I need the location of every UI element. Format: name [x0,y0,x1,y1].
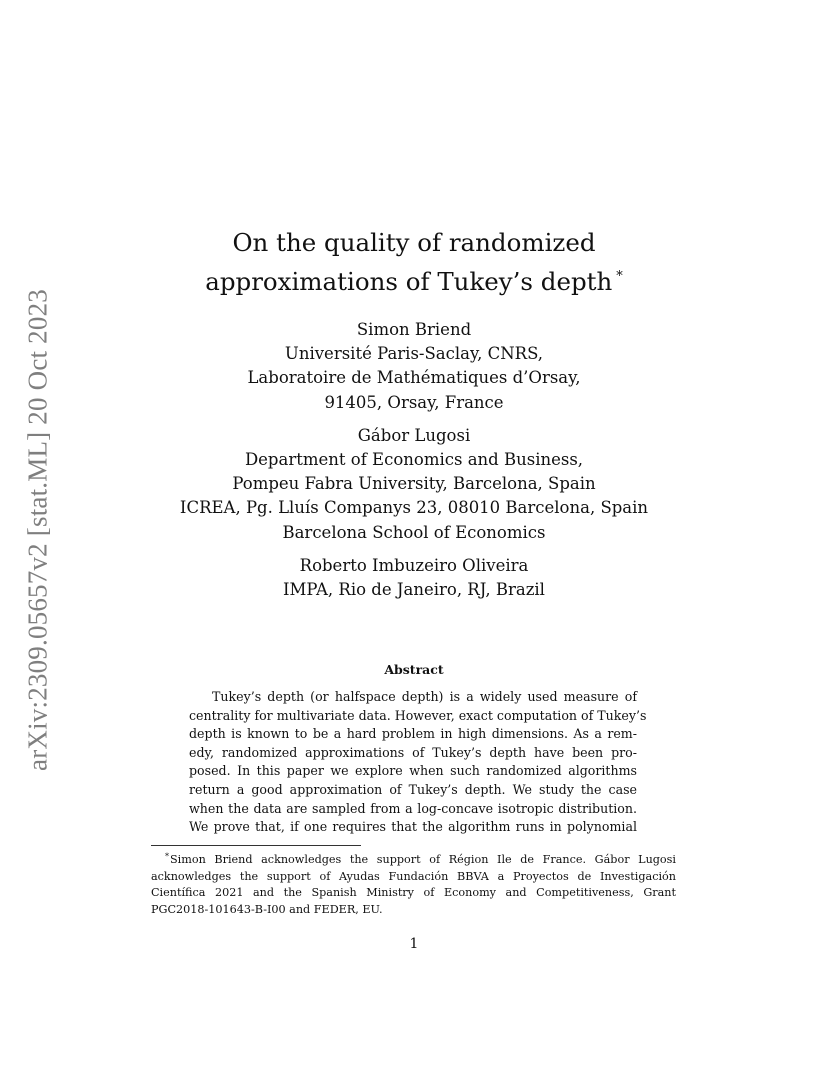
author-affiliation-line: IMPA, Rio de Janeiro, RJ, Brazil [283,580,545,600]
footnote-line-text: Simon Briend acknowledges the support of Région Ile de France. Gábor Lugosi [170,853,676,866]
abstract-heading: Abstract [384,662,444,677]
abstract-line: centrality for multivariate data. However, exact computation of Tukey’s [189,707,647,723]
title-line-2-text: approximations of Tukey’s depth [205,267,613,296]
author-block-oliveira [0,554,828,602]
author-affiliation-line: Barcelona School of Economics [282,522,546,542]
title-line-1: On the quality of randomized [232,228,596,257]
title-line-2 [0,260,828,299]
author-list [0,318,828,611]
author-name: Simon Briend [356,320,472,339]
author-affiliation-line: 91405, Orsay, France [324,392,504,412]
abstract-line: We prove that, if one requires that the algorithm runs in polynomial [189,819,637,835]
abstract-body [189,688,647,837]
abstract-line: return a good approximation of Tukey’s depth. We study the case [189,781,637,797]
footnote-line [151,849,676,869]
page-number: 1 [409,936,419,952]
footnote-line: PGC2018-101643-B-I00 and FEDER, EU. [151,903,383,917]
author-name: Gábor Lugosi [357,425,471,445]
author-block-lugosi [0,424,828,545]
footnote-mark: * [165,852,169,861]
abstract-line: Tukey’s depth (or halfspace depth) is a widely used measure of [212,689,637,704]
abstract-line: posed. In this paper we explore when such randomized algorithms [189,763,637,779]
abstract-line: edy, randomized approximations of Tukey’s depth have been pro- [189,744,637,760]
paper-title [0,226,828,299]
author-affiliation-line: Université Paris-Saclay, CNRS, [284,344,544,364]
abstract-line: depth is known to be a hard problem in high dimensions. As a rem- [189,726,637,742]
title-footnote-mark[interactable]: * [616,269,623,284]
abstract-line: when the data are sampled from a log-concave isotropic distribution. [189,800,637,816]
footnote-line: Científica 2021 and the Spanish Ministry of Economy and Competitiveness, Grant [151,886,676,900]
author-affiliation-line: ICREA, Pg. Lluís Companys 23, 08010 Barcelona, Spain [179,498,649,518]
author-block-briend [0,318,828,415]
author-affiliation-line: Pompeu Fabra University, Barcelona, Spain [232,474,596,494]
footnote-line: acknowledges the support of Ayudas Fundación BBVA a Proyectos de Investigación [151,869,676,883]
author-name: Roberto Imbuzeiro Oliveira [299,555,529,575]
arxiv-identifier: arXiv:2309.05657v2 [stat.ML] 20 Oct 2023 [22,289,53,771]
author-affiliation-line: Department of Economics and Business, [244,450,584,470]
author-affiliation-line: Laboratoire de Mathématiques d’Orsay, [247,368,581,388]
footnote-divider [151,845,361,846]
footnote [151,849,676,919]
